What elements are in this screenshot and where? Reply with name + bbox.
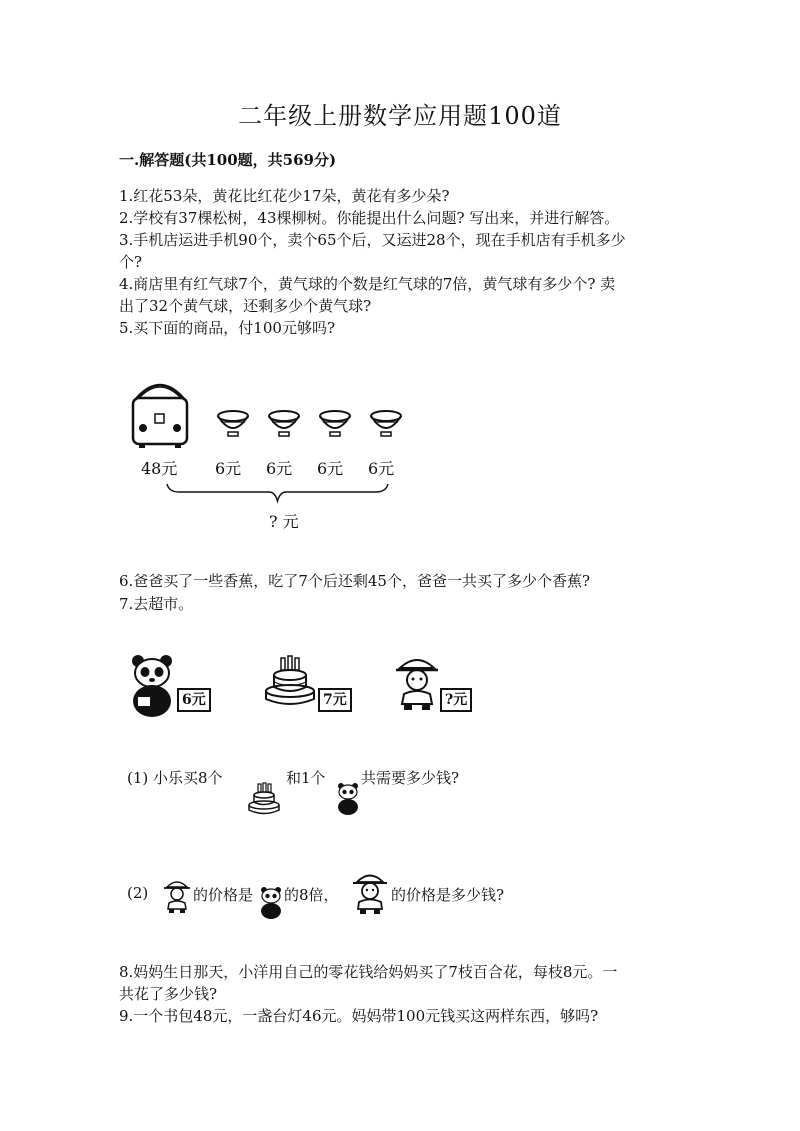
bowl-icon bbox=[317, 410, 353, 440]
question-3-line-2: 个? bbox=[119, 253, 143, 271]
question-2: 2.学校有37棵松树，43棵柳树。你能提出什么问题? 写出来，并进行解答。 bbox=[119, 209, 620, 227]
sub2-middle: 的价格是 bbox=[193, 886, 254, 904]
price-tag: 6元 bbox=[177, 688, 211, 712]
sub2-middle2: 的8倍， bbox=[284, 886, 339, 904]
doll-icon bbox=[163, 878, 191, 914]
panda-toy-icon bbox=[336, 782, 360, 816]
cooker-price: 48元 bbox=[141, 459, 178, 478]
cake-icon bbox=[262, 655, 318, 711]
sub1-suffix: 共需要多少钱? bbox=[361, 769, 460, 787]
bowl-price: 6元 bbox=[266, 459, 293, 478]
price-tag: 7元 bbox=[318, 688, 352, 712]
bowl-icon bbox=[368, 410, 404, 440]
panda-toy-icon bbox=[128, 653, 176, 719]
sub2-prefix: (2) bbox=[127, 884, 149, 902]
total-price: ? 元 bbox=[269, 512, 299, 531]
question-6: 6.爸爸买了一些香蕉，吃了7个后还剩45个，爸爸一共买了多少个香蕉? bbox=[119, 572, 590, 590]
question-3-line-1: 3.手机店运进手机90个，卖个65个后，又运进28个，现在手机店有手机多少 bbox=[119, 231, 626, 249]
bowl-price: 6元 bbox=[368, 459, 395, 478]
total-brace bbox=[165, 482, 390, 504]
bowl-price: 6元 bbox=[215, 459, 242, 478]
bowl-icon bbox=[215, 410, 251, 440]
price-tag: ?元 bbox=[440, 688, 472, 712]
sub1-middle: 和1个 bbox=[286, 769, 326, 787]
section-heading: 一.解答题(共100题，共569分) bbox=[119, 151, 337, 169]
cake-icon bbox=[246, 782, 282, 818]
page-title: 二年级上册数学应用题100道 bbox=[238, 102, 562, 130]
question-8-line-1: 8.妈妈生日那天，小洋用自己的零花钱给妈妈买了7枝百合花，每枝8元。一 bbox=[119, 963, 618, 981]
bowl-price: 6元 bbox=[317, 459, 344, 478]
question-4-line-1: 4.商店里有红气球7个，黄气球的个数是红气球的7倍，黄气球有多少个? 卖 bbox=[119, 275, 616, 293]
sub1-prefix: (1) 小乐买8个 bbox=[127, 769, 223, 787]
question-9: 9.一个书包48元，一盏台灯46元。妈妈带100元钱买这两样东西，够吗? bbox=[119, 1007, 599, 1025]
doll-icon bbox=[394, 654, 440, 712]
sub2-suffix: 的价格是多少钱? bbox=[391, 886, 505, 904]
question-1: 1.红花53朵，黄花比红花少17朵，黄花有多少朵? bbox=[119, 187, 450, 205]
q5-figure bbox=[120, 370, 420, 540]
question-8-line-2: 共花了多少钱? bbox=[119, 985, 218, 1003]
doll-icon bbox=[352, 871, 388, 915]
question-4-line-2: 出了32个黄气球，还剩多少个黄气球? bbox=[119, 297, 372, 315]
bowl-icon bbox=[266, 410, 302, 440]
rice-cooker-icon bbox=[125, 370, 195, 450]
question-7: 7.去超市。 bbox=[119, 595, 194, 613]
panda-toy-icon bbox=[259, 886, 283, 920]
question-5: 5.买下面的商品，付100元够吗? bbox=[119, 319, 335, 337]
